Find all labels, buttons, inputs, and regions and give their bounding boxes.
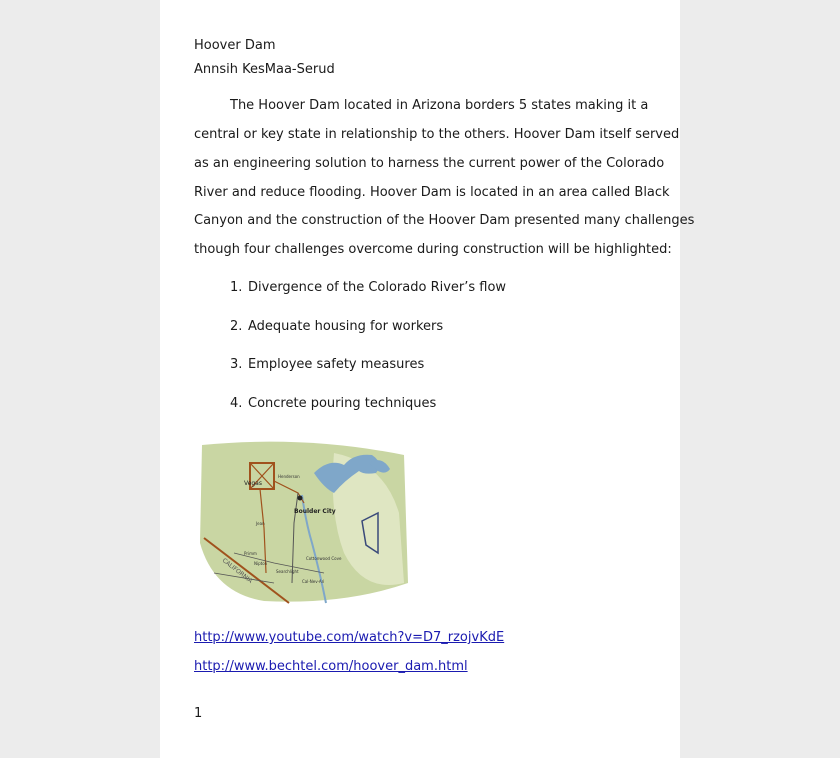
map-label-henderson: Henderson	[278, 474, 300, 479]
list-item	[230, 319, 443, 335]
bechtel-link[interactable]: http://www.bechtel.com/hoover_dam.html	[194, 659, 468, 674]
paragraph-line: though four challenges overcome during construction will be highlighted:	[194, 242, 672, 257]
map-label-cal-nev-ari: Cal-Nev-Ari	[302, 579, 325, 584]
youtube-link[interactable]: http://www.youtube.com/watch?v=D7_rzojvKdE	[194, 630, 505, 645]
region-map-image	[194, 433, 410, 608]
map-label-nipton: Nipton	[254, 561, 268, 566]
list-text: Concrete pouring techniques	[248, 396, 437, 411]
map-label-searchlight: Searchlight	[276, 569, 299, 574]
document-author: Annsih KesMaa-Serud	[194, 62, 335, 77]
paragraph-line: central or key state in relationship to the others. Hoover Dam itself served	[194, 127, 680, 142]
document-title: Hoover Dam	[194, 38, 276, 53]
list-text: Adequate housing for workers	[248, 319, 444, 334]
map-label-vegas: Vegas	[244, 480, 262, 487]
list-text: Divergence of the Colorado River’s flow	[248, 280, 507, 295]
map-label-jean: Jean	[256, 521, 265, 526]
map-label-boulder-city: Boulder City	[294, 508, 336, 515]
list-number: 1.	[230, 280, 243, 295]
page-number: 1	[194, 706, 203, 721]
paragraph-line: River and reduce flooding. Hoover Dam is located in an area called Black	[194, 185, 670, 200]
list-number: 2.	[230, 319, 243, 334]
paragraph-line: Canyon and the construction of the Hoover Dam presented many challenges	[194, 213, 695, 228]
list-number: 4.	[230, 396, 243, 411]
map-city-marker	[298, 496, 303, 501]
paragraph-line: The Hoover Dam located in Arizona borders 5 states making it a	[230, 98, 649, 113]
map-label-primm: Primm	[244, 551, 257, 556]
list-number: 3.	[230, 357, 243, 372]
list-text: Employee safety measures	[248, 357, 425, 372]
map-label-california: CALIFORNIA	[220, 557, 254, 585]
list-item	[230, 396, 436, 412]
list-item	[230, 280, 506, 296]
map-label-cottonwood: Cottonwood Cove	[306, 556, 342, 561]
list-item	[230, 357, 424, 373]
paragraph-line: as an engineering solution to harness the current power of the Colorado	[194, 156, 665, 171]
